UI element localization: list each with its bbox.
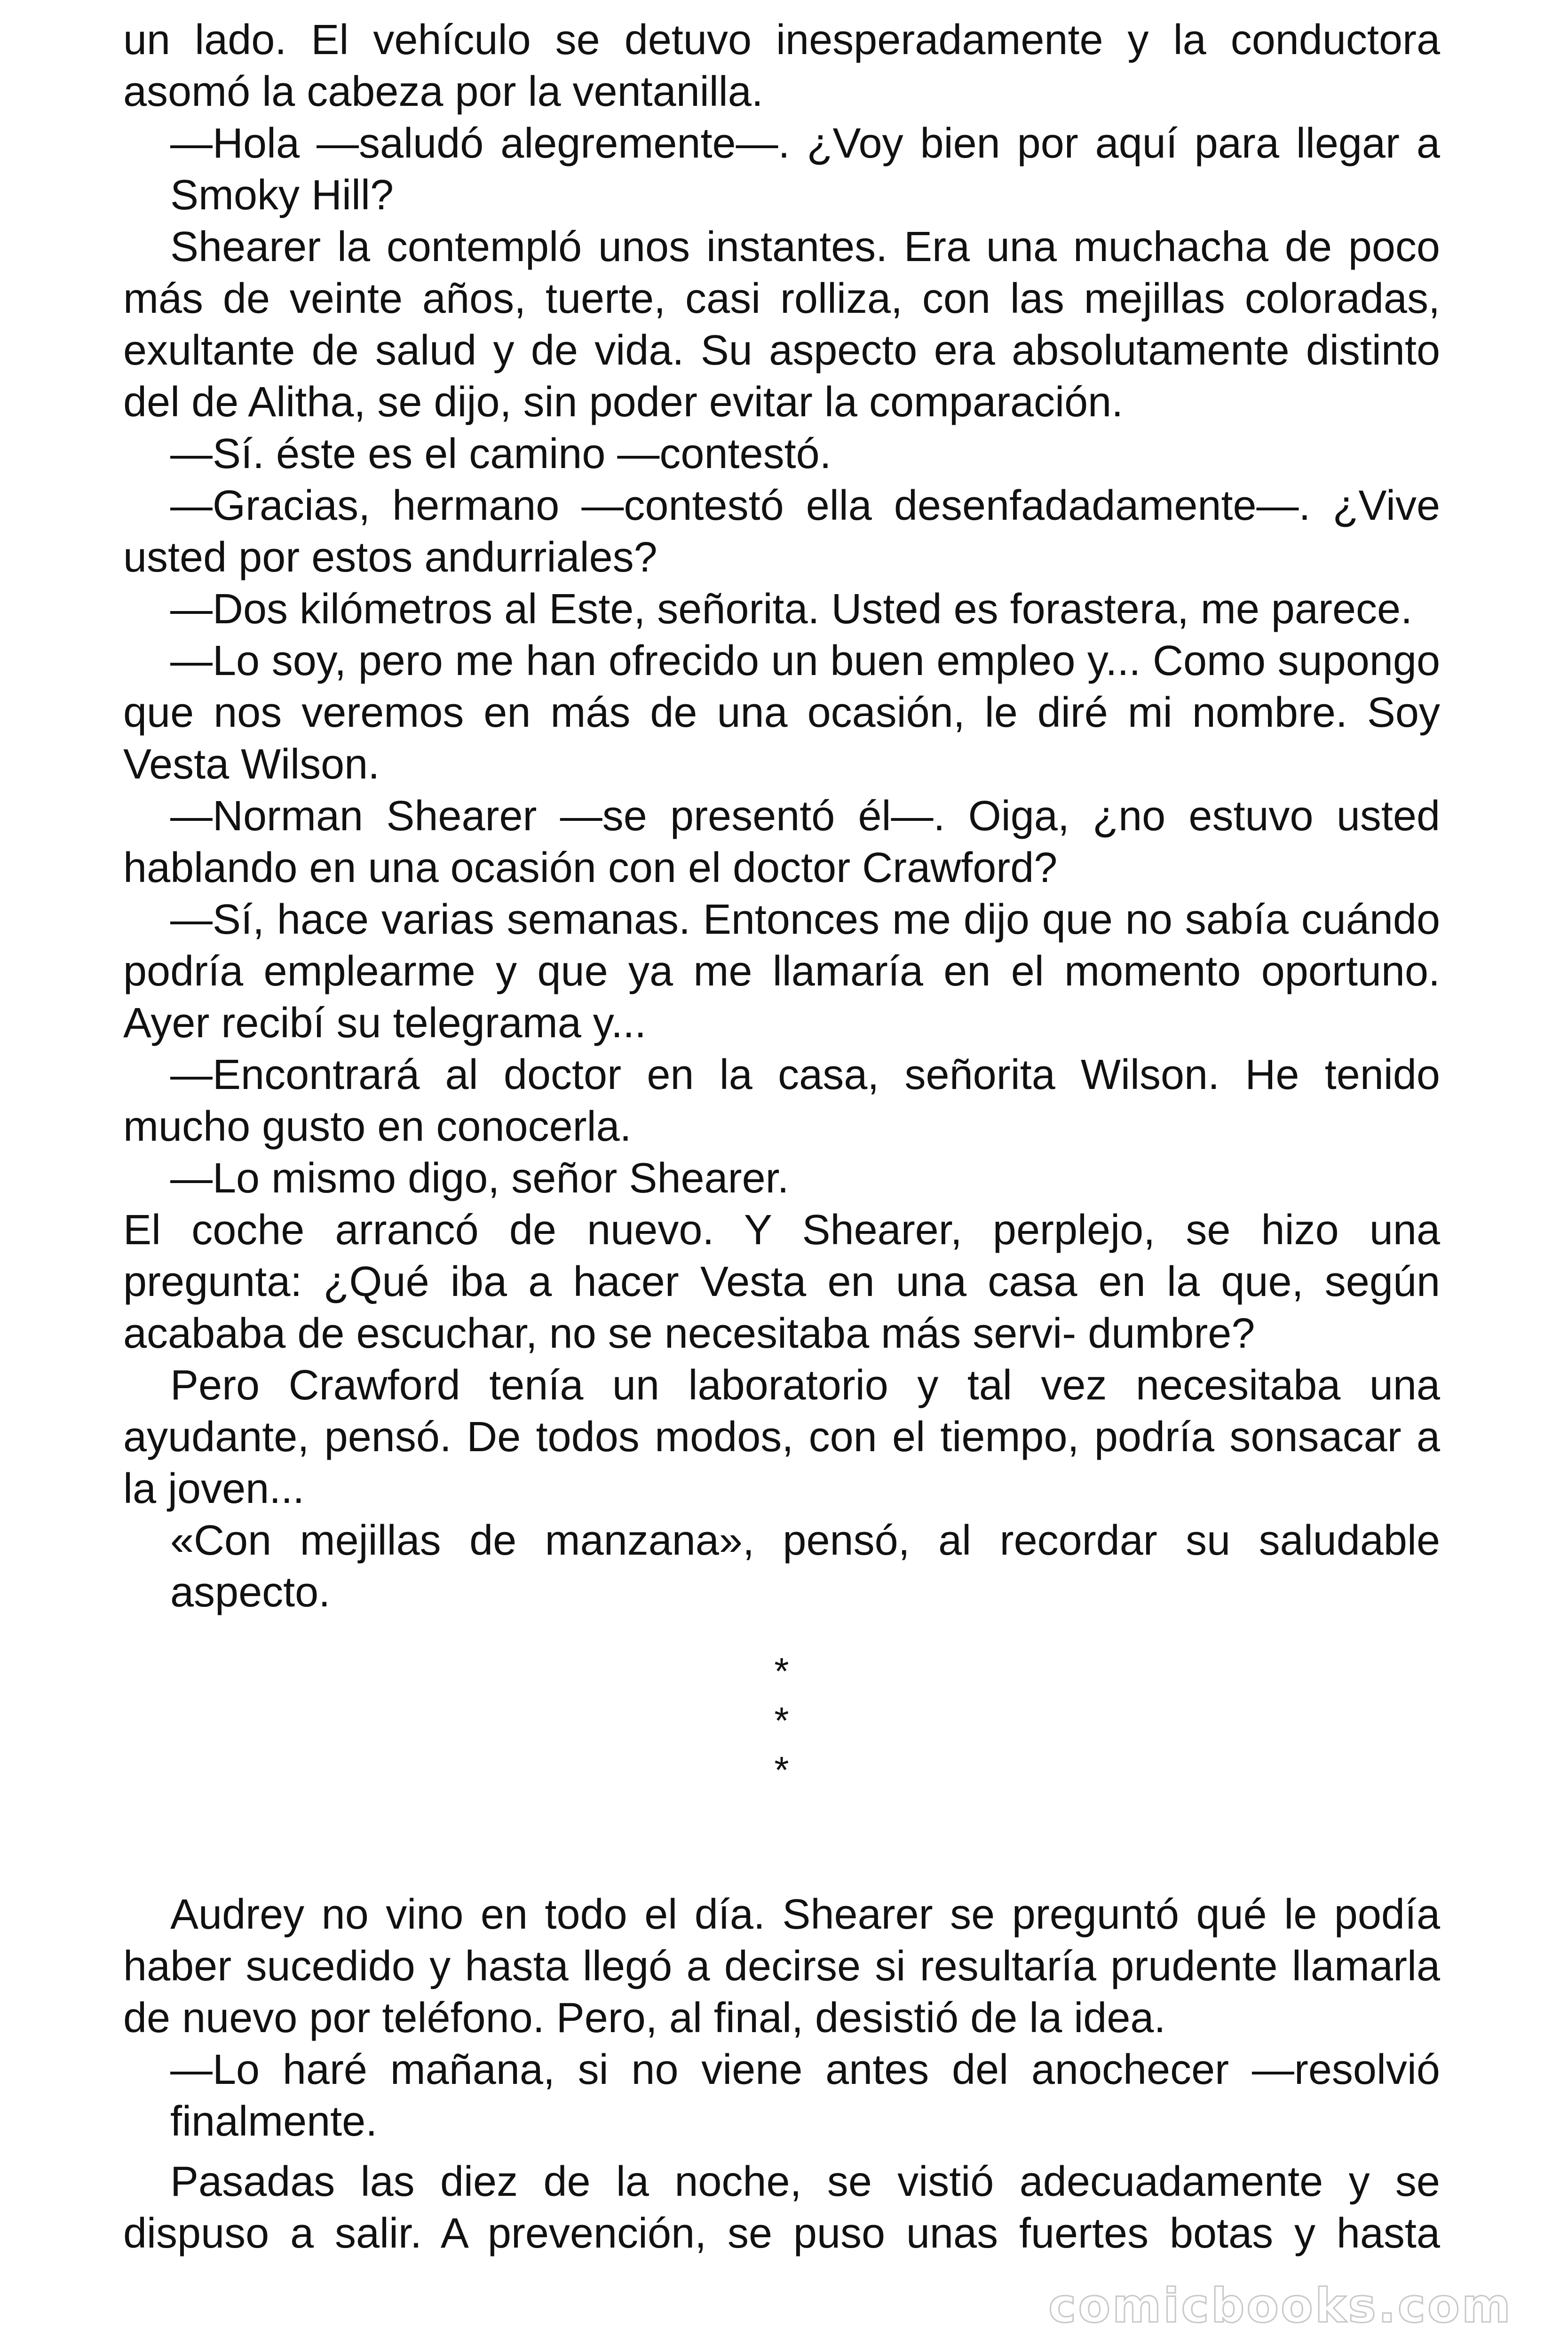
dialogue-paragraph: —Lo haré mañana, si no viene antes del anochecer —resolvió finalmente. — [170, 2046, 1440, 2145]
separator-asterisk: * — [774, 1700, 789, 1741]
dialogue-paragraph: —Lo soy, pero me han ofrecido un buen empleo y... Como supongo que nos veremos en más de una ocasión, le diré mi nombre. Soy Vesta Wilson. — [123, 637, 1440, 788]
separator-asterisk: * — [774, 1650, 789, 1692]
dialogue-paragraph: —Dos kilómetros al Este, señorita. Usted es forastera, me parece. — [170, 586, 1413, 633]
paragraph: Shearer la contempló unos instantes. Era una muchacha de poco más de veinte años, tuerte, casi rolliza, con las mejillas coloradas, exultante de salud y de vida. Su aspecto era absolutamente distinto del de Alitha, se dijo, sin poder evitar la comparación. — [123, 223, 1440, 426]
watermark-logo: comicbooks.com — [1048, 2278, 1513, 2333]
paragraph: un lado. El vehículo se detuvo inesperadamente y la conductora asomó la cabeza por la ventanilla. — [123, 16, 1440, 115]
paragraph: Pero Crawford tenía un laboratorio y tal vez necesitaba una ayudante, pensó. De todos modos, con el tiempo, podría sonsacar a la joven... — [123, 1362, 1440, 1512]
scene-separator — [123, 1646, 1440, 1795]
dialogue-paragraph: —Encontrará al doctor en la casa, señorita Wilson. He tenido mucho gusto en conocerla. — [123, 1051, 1440, 1150]
dialogue-paragraph: —Norman Shearer —se presentó él—. Oiga, ¿no estuvo usted hablando en una ocasión con el doctor Crawford? — [123, 793, 1440, 891]
paragraph: Audrey no vino en todo el día. Shearer se preguntó qué le podía haber sucedido y hasta llegó a decirse si resultaría prudente llamarla de nuevo por teléfono. Pero, al final, desistió de la idea. — [123, 1891, 1440, 2042]
dialogue-paragraph: —Gracias, hermano —contestó ella desenfadadamente—. ¿Vive usted por estos andurriales? — [123, 482, 1440, 581]
dialogue-paragraph: —Lo mismo digo, señor Shearer. — [170, 1155, 789, 1202]
dialogue-paragraph: —Sí, hace varias semanas. Entonces me dijo que no sabía cuándo podría emplearme y que ya me llamaría en el momento oportuno. Ayer recibí su telegrama y... — [123, 896, 1440, 1047]
paragraph: «Con mejillas de manzana», pensó, al recordar su saludable aspecto. — [170, 1517, 1440, 1616]
separator-asterisk: * — [774, 1749, 789, 1791]
dialogue-paragraph: —Hola —saludó alegremente—. ¿Voy bien por aquí para llegar a Smoky Hill? — [170, 120, 1440, 219]
paragraph: Pasadas las diez de la noche, se vistió adecuadamente y se dispuso a salir. A prevención, se puso unas fuertes botas y hasta — [123, 2158, 1440, 2257]
paragraph: El coche arrancó de nuevo. Y Shearer, perplejo, se hizo una pregunta: ¿Qué iba a hacer Vesta en una casa en la que, según acababa de escuchar, no se necesitaba más servi- dumbre? — [123, 1207, 1440, 1357]
dialogue-paragraph: —Sí. éste es el camino —contestó. — [170, 430, 832, 477]
page-body — [123, 14, 1440, 2259]
